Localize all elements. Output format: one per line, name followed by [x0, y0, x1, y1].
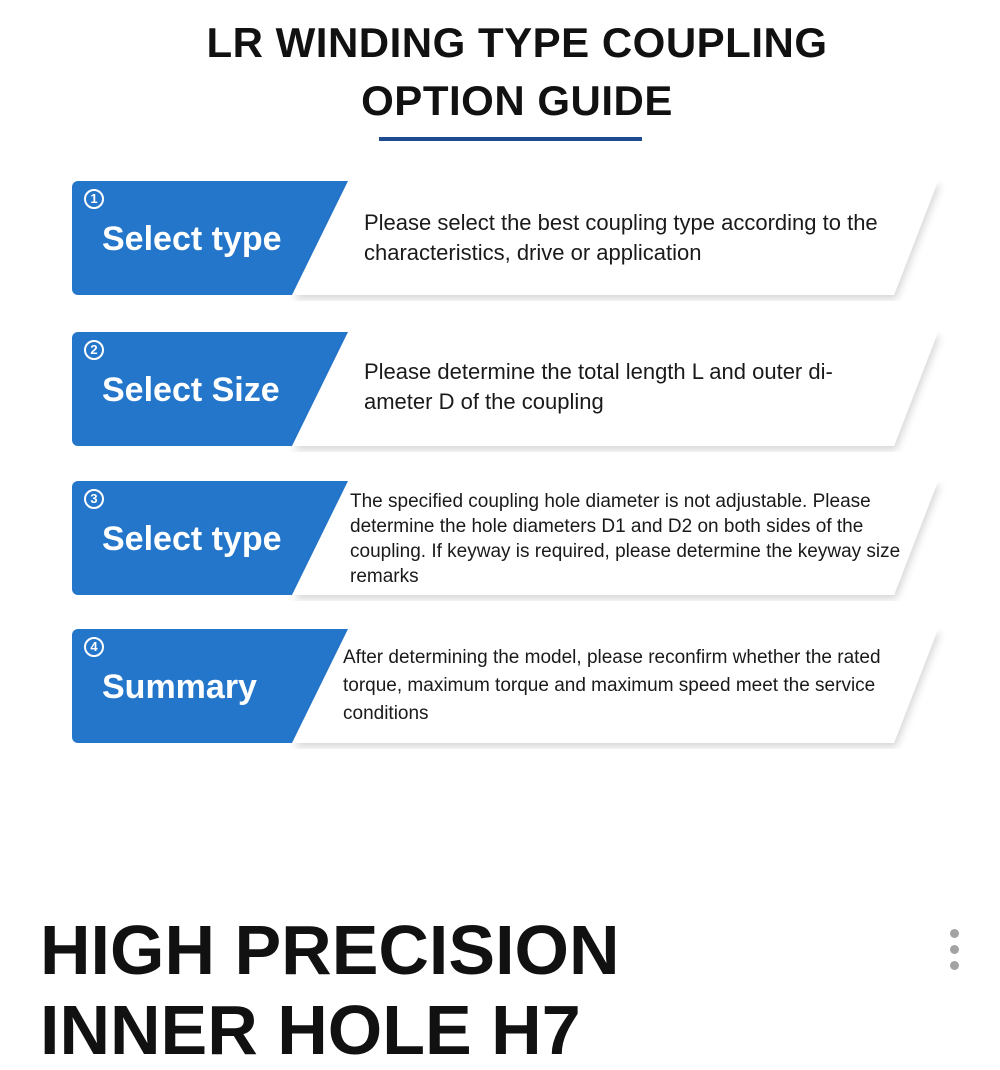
step-number-badge: 3 — [84, 489, 104, 509]
step-title: Select type — [102, 520, 282, 558]
page-title — [0, 14, 1000, 130]
step-number-badge: 2 — [84, 340, 104, 360]
step-description — [364, 357, 904, 417]
page-title-line-2: OPTION GUIDE — [361, 77, 673, 124]
step-description-line: ameter D of the coupling — [364, 389, 604, 414]
step-card-3 — [72, 481, 952, 597]
step-description-line: Please determine the total length L and outer di- — [364, 359, 833, 384]
step-card-2 — [72, 332, 952, 448]
step-card-4 — [72, 629, 952, 745]
vertical-dots-icon[interactable] — [946, 927, 964, 973]
step-description: Please select the best coupling type according to the characteristics, drive or application — [364, 210, 878, 265]
step-card-1 — [72, 181, 952, 297]
feature-heading — [40, 910, 620, 1070]
step-description: After determining the model, please reconfirm whether the rated torque, maximum torque and maximum speed meet the service conditions — [343, 647, 881, 724]
step-number-badge: 1 — [84, 189, 104, 209]
feature-heading-line-2: INNER HOLE H7 — [40, 991, 581, 1069]
dot — [950, 961, 959, 970]
step-title: Summary — [102, 668, 257, 706]
page-title-line-1: LR WINDING TYPE COUPLING — [206, 19, 828, 66]
step-description: The specified coupling hole diameter is not adjustable. Please determine the hole diameters D1 and D2 on both sides of the coupling. If keyway is required, please determine the keyway size remarks — [350, 491, 901, 587]
step-title: Select type — [102, 220, 282, 258]
title-underline — [379, 137, 642, 141]
dot — [950, 929, 959, 938]
feature-heading-line-1: HIGH PRECISION — [40, 911, 620, 989]
dot — [950, 945, 959, 954]
step-title: Select Size — [102, 371, 280, 409]
step-number-badge: 4 — [84, 637, 104, 657]
